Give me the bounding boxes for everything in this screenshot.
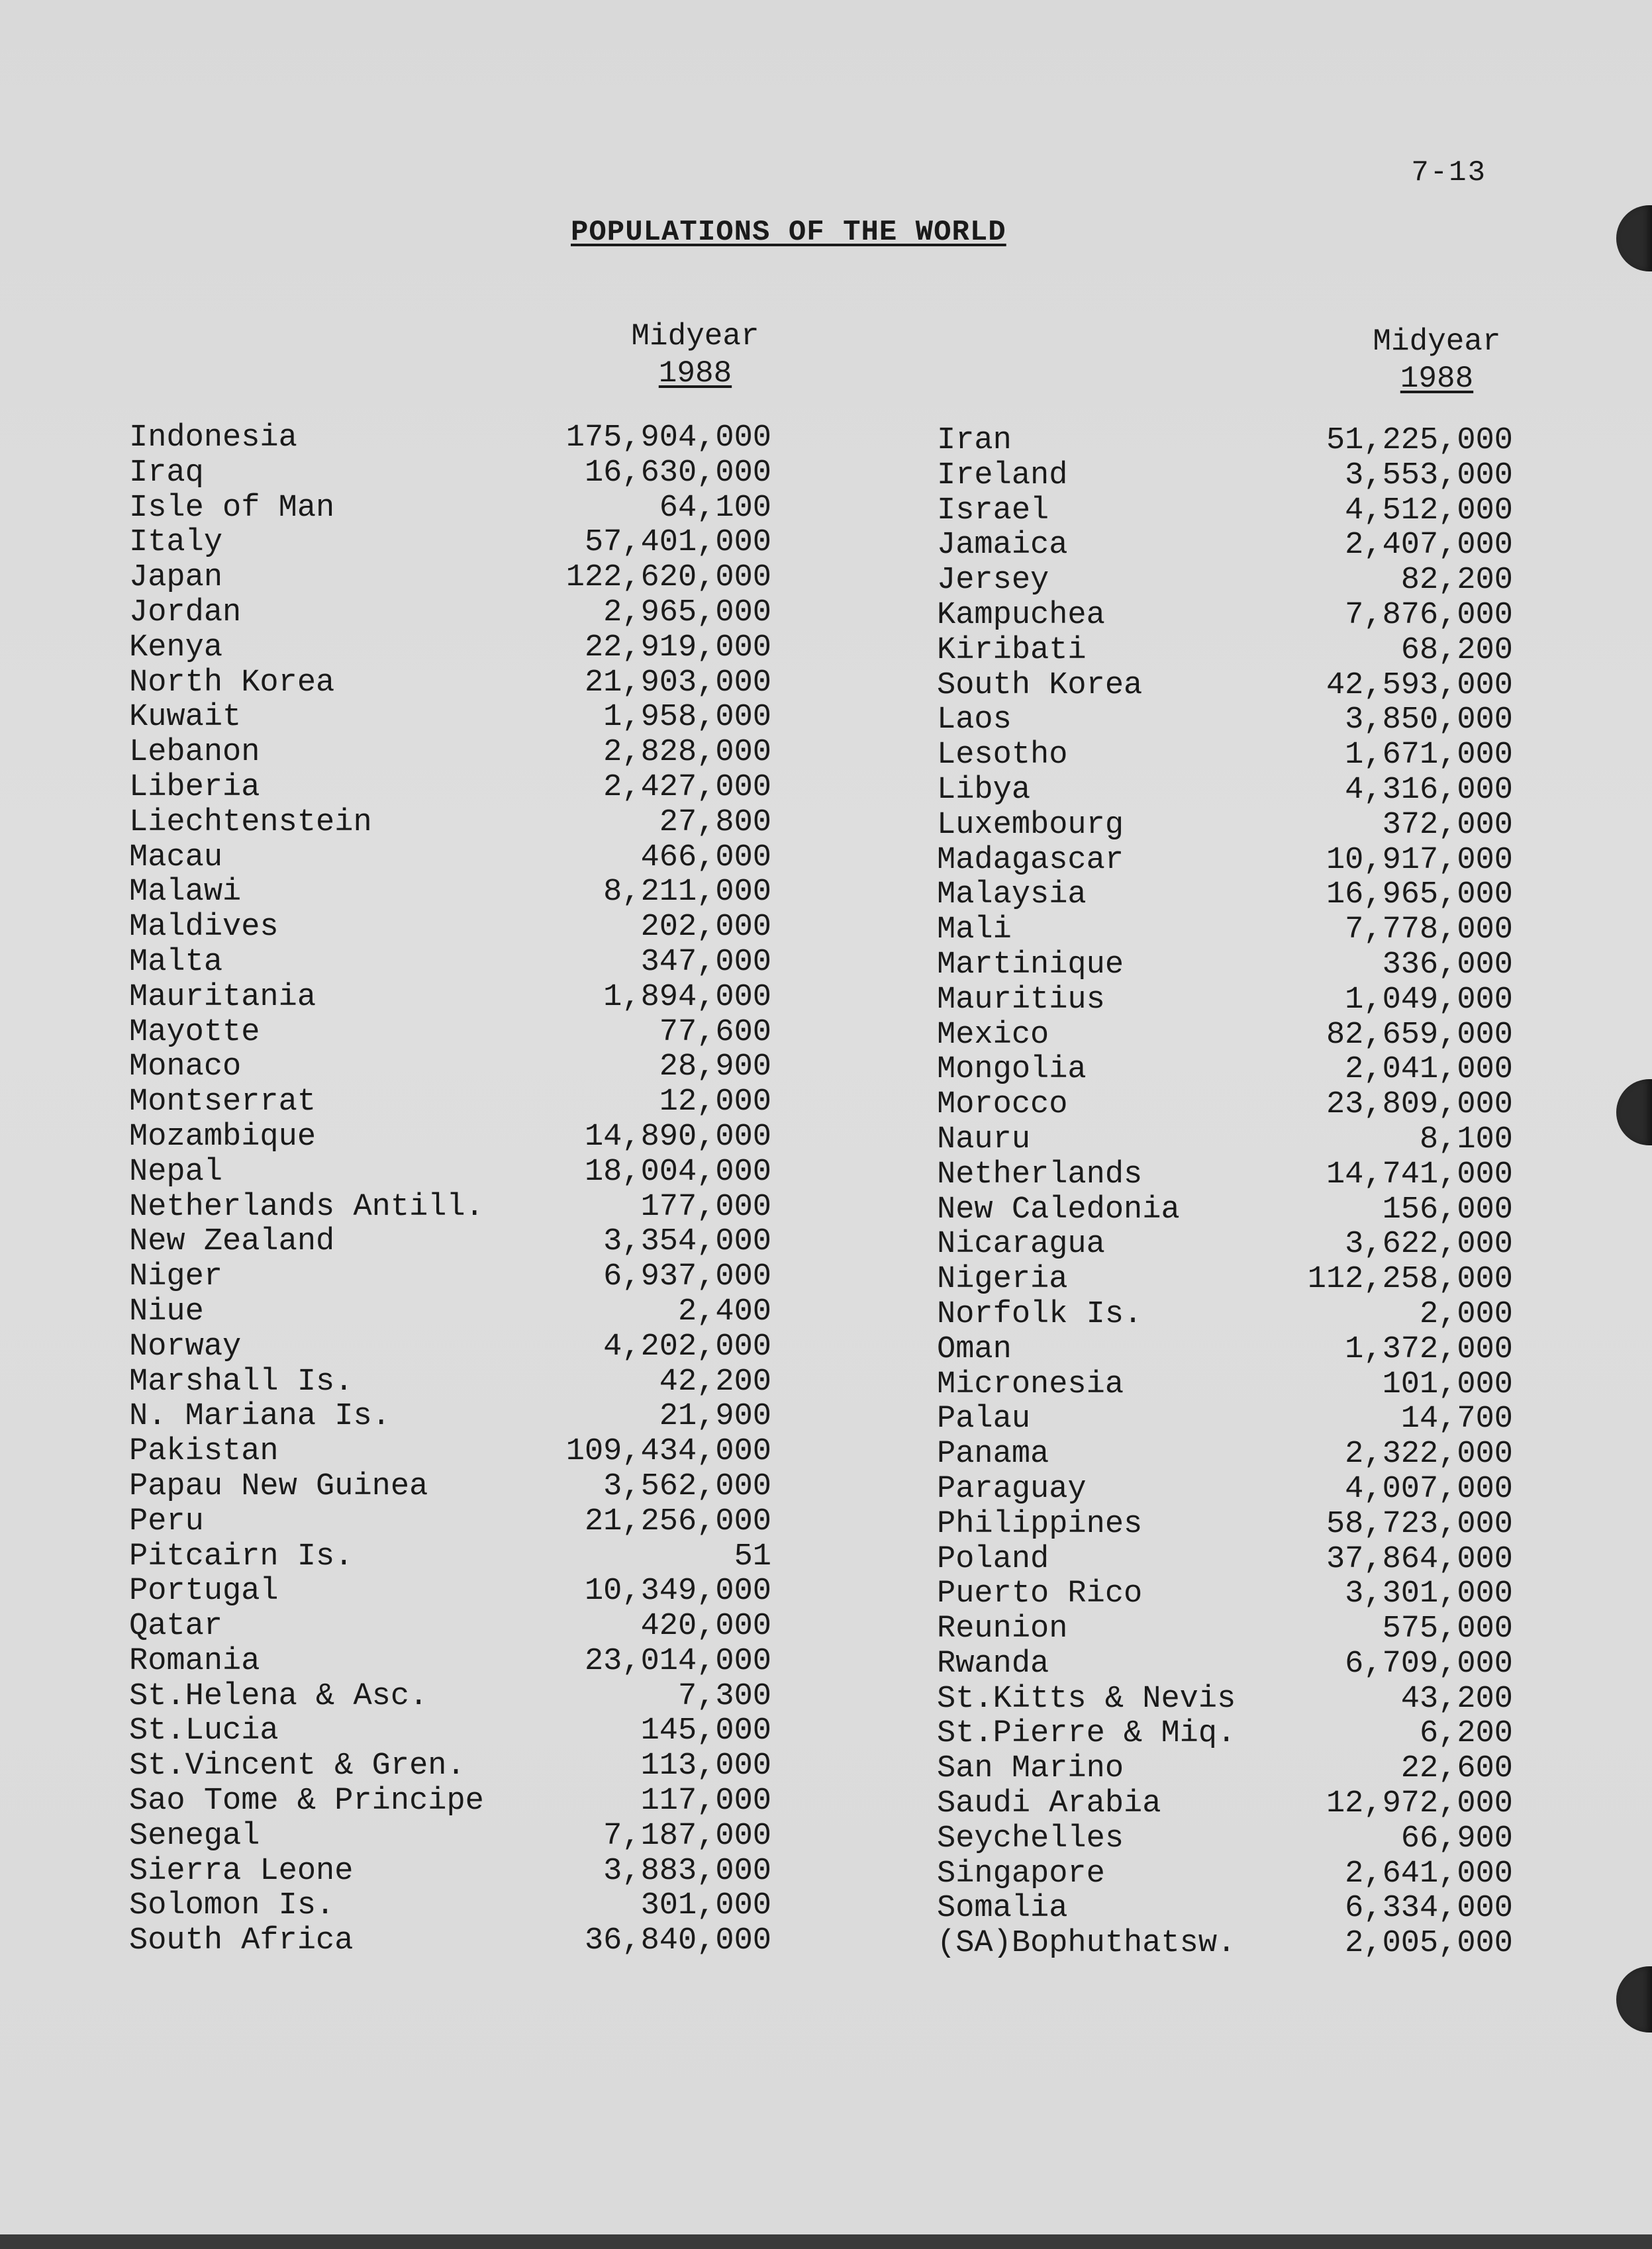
country-name: Liechtenstein <box>129 804 372 840</box>
table-row <box>937 1507 1513 1543</box>
table-row <box>937 563 1513 598</box>
country-name: Mongolia <box>937 1052 1087 1088</box>
table-row <box>129 1330 771 1365</box>
table-row <box>129 1889 771 1924</box>
population-value: 6,709,000 <box>1345 1646 1513 1682</box>
population-value: 18,004,000 <box>584 1154 771 1190</box>
country-name: Netherlands <box>937 1157 1143 1192</box>
table-row <box>937 634 1513 669</box>
table-row <box>129 945 771 981</box>
population-value: 156,000 <box>1382 1192 1513 1227</box>
table-row <box>129 491 771 526</box>
country-name: Morocco <box>937 1087 1068 1123</box>
country-name: Japan <box>129 560 223 596</box>
population-value: 51,225,000 <box>1326 423 1513 458</box>
country-name: Liberia <box>129 769 260 805</box>
population-value: 57,401,000 <box>584 525 771 561</box>
country-name: (SA)Bophuthatsw. <box>937 1926 1236 1962</box>
country-name: Oman <box>937 1331 1012 1367</box>
table-row <box>937 1053 1513 1088</box>
table-row <box>937 1437 1513 1472</box>
population-value: 113,000 <box>640 1748 771 1784</box>
population-value: 42,200 <box>659 1364 771 1400</box>
table-row <box>129 1155 771 1190</box>
country-name: Ireland <box>937 457 1068 493</box>
population-value: 2,427,000 <box>603 769 771 805</box>
table-row <box>129 700 771 736</box>
population-value: 10,349,000 <box>584 1574 771 1609</box>
population-value: 575,000 <box>1382 1611 1513 1647</box>
table-row <box>129 561 771 596</box>
table-row <box>129 1645 771 1680</box>
country-name: Seychelles <box>937 1821 1124 1856</box>
population-value: 1,671,000 <box>1345 738 1513 773</box>
country-name: St.Pierre & Miq. <box>937 1716 1236 1752</box>
population-value: 42,593,000 <box>1326 667 1513 703</box>
population-value: 12,972,000 <box>1326 1786 1513 1822</box>
population-value: 112,258,000 <box>1307 1262 1513 1298</box>
population-value: 2,407,000 <box>1345 528 1513 563</box>
table-row <box>129 1260 771 1295</box>
table-row <box>937 1647 1513 1682</box>
country-name: Saudi Arabia <box>937 1786 1161 1822</box>
population-value: 175,904,000 <box>565 420 771 455</box>
population-value: 336,000 <box>1382 947 1513 982</box>
population-value: 301,000 <box>640 1888 771 1924</box>
table-row <box>129 1435 771 1470</box>
table-row <box>937 1787 1513 1822</box>
country-name: St.Lucia <box>129 1713 279 1749</box>
population-value: 7,300 <box>677 1678 771 1714</box>
table-row <box>937 669 1513 704</box>
country-name: Lesotho <box>937 738 1068 773</box>
population-value: 3,301,000 <box>1345 1576 1513 1612</box>
country-name: Niger <box>129 1259 223 1295</box>
table-row <box>129 1295 771 1330</box>
table-row <box>129 1680 771 1715</box>
table-row <box>937 808 1513 843</box>
country-name: Norway <box>129 1329 242 1364</box>
country-name: Peru <box>129 1504 204 1539</box>
population-value: 109,434,000 <box>565 1434 771 1470</box>
population-value: 8,100 <box>1419 1122 1513 1157</box>
right-population-table <box>937 424 1513 1962</box>
table-row <box>129 1470 771 1505</box>
country-name: Isle of Man <box>129 490 335 526</box>
binder-hole-top <box>1616 205 1652 271</box>
country-name: Somalia <box>937 1891 1068 1927</box>
table-row <box>129 1050 771 1085</box>
country-name: San Marino <box>937 1751 1124 1787</box>
country-name: N. Mariana Is. <box>129 1399 391 1435</box>
right-header-line1: Midyear <box>1373 324 1501 359</box>
country-name: Romania <box>129 1643 260 1679</box>
population-value: 2,322,000 <box>1345 1437 1513 1472</box>
table-row <box>129 1924 771 1959</box>
population-value: 82,200 <box>1400 563 1513 598</box>
table-row <box>129 1365 771 1400</box>
table-row <box>129 456 771 491</box>
population-value: 2,965,000 <box>603 595 771 630</box>
table-row <box>129 875 771 910</box>
country-name: St.Vincent & Gren. <box>129 1748 465 1784</box>
scan-edge <box>0 2234 1652 2249</box>
population-value: 101,000 <box>1382 1366 1513 1402</box>
population-value: 3,562,000 <box>603 1468 771 1504</box>
table-row <box>937 1193 1513 1228</box>
population-value: 2,641,000 <box>1345 1856 1513 1891</box>
left-header-year: 1988 <box>658 356 732 391</box>
country-name: Mexico <box>937 1017 1049 1053</box>
table-row <box>937 1123 1513 1158</box>
population-value: 7,876,000 <box>1345 597 1513 633</box>
country-name: Niue <box>129 1294 204 1329</box>
country-name: Kampuchea <box>937 597 1105 633</box>
country-name: Singapore <box>937 1856 1105 1891</box>
table-row <box>937 983 1513 1018</box>
country-name: Mozambique <box>129 1119 316 1155</box>
table-row <box>937 1333 1513 1368</box>
table-row <box>937 843 1513 879</box>
table-row <box>129 1190 771 1225</box>
population-value: 3,850,000 <box>1345 702 1513 738</box>
table-row <box>937 1927 1513 1962</box>
population-value: 122,620,000 <box>565 560 771 596</box>
left-population-table <box>129 421 771 1959</box>
document-title: POPULATIONS OF THE WORLD <box>571 216 1006 249</box>
country-name: Reunion <box>937 1611 1068 1647</box>
country-name: Italy <box>129 525 223 561</box>
country-name: Indonesia <box>129 420 297 455</box>
page-number: 7-13 <box>1411 156 1486 189</box>
table-row <box>937 878 1513 913</box>
population-value: 3,354,000 <box>603 1224 771 1260</box>
country-name: Maldives <box>129 910 279 945</box>
population-value: 7,187,000 <box>603 1818 771 1854</box>
country-name: Macau <box>129 839 223 875</box>
table-row <box>129 1749 771 1784</box>
table-row <box>129 666 771 701</box>
population-value: 10,917,000 <box>1326 842 1513 878</box>
table-row <box>129 1120 771 1155</box>
table-row <box>937 424 1513 459</box>
country-name: Luxembourg <box>937 807 1124 843</box>
population-value: 51 <box>734 1539 771 1574</box>
table-row <box>937 1822 1513 1857</box>
country-name: Malaysia <box>937 877 1087 913</box>
country-name: Iraq <box>129 455 204 491</box>
country-name: Sao Tome & Principe <box>129 1784 484 1819</box>
country-name: Nauru <box>937 1122 1031 1157</box>
country-name: Paraguay <box>937 1471 1087 1507</box>
population-value: 12,000 <box>659 1084 771 1120</box>
country-name: Nicaragua <box>937 1227 1105 1263</box>
table-row <box>129 1225 771 1260</box>
population-value: 23,014,000 <box>584 1643 771 1679</box>
country-name: Monaco <box>129 1049 242 1085</box>
table-row <box>129 1016 771 1051</box>
country-name: Qatar <box>129 1609 223 1645</box>
table-row <box>129 596 771 631</box>
population-value: 14,741,000 <box>1326 1157 1513 1192</box>
table-row <box>129 1819 771 1854</box>
population-value: 202,000 <box>640 910 771 945</box>
table-row <box>937 913 1513 948</box>
table-row <box>129 421 771 456</box>
table-row <box>129 1085 771 1120</box>
population-value: 22,600 <box>1400 1751 1513 1787</box>
country-name: Malawi <box>129 875 242 910</box>
population-value: 66,900 <box>1400 1821 1513 1856</box>
population-value: 37,864,000 <box>1326 1541 1513 1577</box>
country-name: Mauritius <box>937 982 1105 1018</box>
country-name: Israel <box>937 493 1049 528</box>
population-value: 4,007,000 <box>1345 1471 1513 1507</box>
left-column-header <box>616 318 775 392</box>
country-name: Sierra Leone <box>129 1853 354 1889</box>
population-value: 77,600 <box>659 1014 771 1050</box>
country-name: Poland <box>937 1541 1049 1577</box>
population-value: 2,828,000 <box>603 735 771 771</box>
country-name: Kuwait <box>129 700 242 736</box>
population-value: 145,000 <box>640 1713 771 1749</box>
right-column-header <box>1357 323 1516 397</box>
table-row <box>937 948 1513 983</box>
table-row <box>129 1854 771 1890</box>
country-name: Puerto Rico <box>937 1576 1143 1612</box>
table-row <box>129 841 771 876</box>
country-name: Solomon Is. <box>129 1888 335 1924</box>
table-row <box>937 1543 1513 1578</box>
country-name: Kiribati <box>937 632 1087 668</box>
table-row <box>129 526 771 561</box>
binder-hole-middle <box>1616 1079 1652 1145</box>
population-value: 2,005,000 <box>1345 1926 1513 1962</box>
table-row <box>129 1609 771 1645</box>
table-row <box>129 771 771 806</box>
country-name: St.Helena & Asc. <box>129 1678 428 1714</box>
population-value: 177,000 <box>640 1189 771 1225</box>
binder-hole-bottom <box>1616 1966 1652 2033</box>
table-row <box>937 528 1513 563</box>
table-row <box>937 1612 1513 1647</box>
country-name: South Korea <box>937 667 1143 703</box>
right-header-year: 1988 <box>1400 361 1474 396</box>
country-name: St.Kitts & Nevis <box>937 1681 1236 1717</box>
table-row <box>129 1574 771 1609</box>
population-value: 4,512,000 <box>1345 493 1513 528</box>
country-name: Marshall Is. <box>129 1364 354 1400</box>
population-value: 1,372,000 <box>1345 1331 1513 1367</box>
population-value: 3,622,000 <box>1345 1227 1513 1263</box>
table-row <box>129 1714 771 1749</box>
country-name: Martinique <box>937 947 1124 982</box>
country-name: Jordan <box>129 595 242 630</box>
country-name: Lebanon <box>129 735 260 771</box>
left-header-line1: Midyear <box>631 319 759 354</box>
country-name: Senegal <box>129 1818 260 1854</box>
population-value: 43,200 <box>1400 1681 1513 1717</box>
table-row <box>129 1400 771 1435</box>
table-row <box>937 1682 1513 1717</box>
population-value: 16,630,000 <box>584 455 771 491</box>
country-name: Mauritania <box>129 979 316 1015</box>
table-row <box>937 1717 1513 1752</box>
table-row <box>937 1891 1513 1927</box>
population-value: 2,000 <box>1419 1296 1513 1332</box>
population-value: 8,211,000 <box>603 875 771 910</box>
population-value: 64,100 <box>659 490 771 526</box>
country-name: Jersey <box>937 563 1049 598</box>
population-value: 3,553,000 <box>1345 457 1513 493</box>
country-name: Nepal <box>129 1154 223 1190</box>
country-name: Libya <box>937 772 1031 808</box>
country-name: Rwanda <box>937 1646 1049 1682</box>
population-value: 36,840,000 <box>584 1923 771 1959</box>
country-name: South Africa <box>129 1923 354 1959</box>
table-row <box>937 773 1513 808</box>
population-value: 6,334,000 <box>1345 1891 1513 1927</box>
population-value: 22,919,000 <box>584 630 771 665</box>
country-name: Mali <box>937 912 1012 948</box>
population-value: 14,890,000 <box>584 1119 771 1155</box>
population-value: 3,883,000 <box>603 1853 771 1889</box>
population-value: 6,200 <box>1419 1716 1513 1752</box>
population-value: 28,900 <box>659 1049 771 1085</box>
country-name: Palau <box>937 1402 1031 1437</box>
population-value: 16,965,000 <box>1326 877 1513 913</box>
country-name: New Caledonia <box>937 1192 1180 1227</box>
table-row <box>129 1784 771 1819</box>
country-name: Philippines <box>937 1506 1143 1542</box>
table-row <box>937 703 1513 738</box>
table-row <box>129 1540 771 1575</box>
population-value: 117,000 <box>640 1784 771 1819</box>
table-row <box>937 1857 1513 1892</box>
population-value: 2,041,000 <box>1345 1052 1513 1088</box>
country-name: Pakistan <box>129 1434 279 1470</box>
population-value: 21,903,000 <box>584 665 771 700</box>
country-name: Nigeria <box>937 1262 1068 1298</box>
table-row <box>129 736 771 771</box>
population-value: 1,049,000 <box>1345 982 1513 1018</box>
table-row <box>937 1158 1513 1193</box>
population-value: 23,809,000 <box>1326 1087 1513 1123</box>
population-value: 21,900 <box>659 1399 771 1435</box>
table-row <box>937 1227 1513 1263</box>
country-name: Papau New Guinea <box>129 1468 428 1504</box>
population-value: 27,800 <box>659 804 771 840</box>
country-name: Madagascar <box>937 842 1124 878</box>
population-value: 68,200 <box>1400 632 1513 668</box>
population-value: 466,000 <box>640 839 771 875</box>
table-row <box>937 1018 1513 1053</box>
population-value: 420,000 <box>640 1609 771 1645</box>
population-value: 21,256,000 <box>584 1504 771 1539</box>
country-name: Jamaica <box>937 528 1068 563</box>
table-row <box>937 1752 1513 1787</box>
table-row <box>129 631 771 666</box>
country-name: Netherlands Antill. <box>129 1189 484 1225</box>
country-name: Kenya <box>129 630 223 665</box>
country-name: Micronesia <box>937 1366 1124 1402</box>
population-value: 7,778,000 <box>1345 912 1513 948</box>
country-name: Iran <box>937 423 1012 458</box>
table-row <box>937 1088 1513 1123</box>
table-row <box>937 1263 1513 1298</box>
country-name: Montserrat <box>129 1084 316 1120</box>
population-value: 347,000 <box>640 944 771 980</box>
table-row <box>129 1505 771 1540</box>
table-row <box>129 910 771 945</box>
population-value: 1,958,000 <box>603 700 771 736</box>
country-name: Laos <box>937 702 1012 738</box>
table-row <box>937 1577 1513 1612</box>
population-value: 2,400 <box>677 1294 771 1329</box>
country-name: Portugal <box>129 1574 279 1609</box>
table-row <box>129 806 771 841</box>
table-row <box>937 1368 1513 1403</box>
table-row <box>937 598 1513 634</box>
table-row <box>937 459 1513 494</box>
population-value: 6,937,000 <box>603 1259 771 1295</box>
population-value: 372,000 <box>1382 807 1513 843</box>
table-row <box>937 494 1513 529</box>
table-row <box>937 1402 1513 1437</box>
population-value: 58,723,000 <box>1326 1506 1513 1542</box>
country-name: North Korea <box>129 665 335 700</box>
population-value: 1,894,000 <box>603 979 771 1015</box>
country-name: Panama <box>937 1437 1049 1472</box>
population-value: 4,202,000 <box>603 1329 771 1364</box>
country-name: Norfolk Is. <box>937 1296 1143 1332</box>
table-row <box>937 738 1513 773</box>
population-value: 4,316,000 <box>1345 772 1513 808</box>
table-row <box>937 1298 1513 1333</box>
country-name: Pitcairn Is. <box>129 1539 354 1574</box>
population-value: 14,700 <box>1400 1402 1513 1437</box>
population-value: 82,659,000 <box>1326 1017 1513 1053</box>
table-row <box>937 1472 1513 1507</box>
country-name: Mayotte <box>129 1014 260 1050</box>
table-row <box>129 981 771 1016</box>
country-name: New Zealand <box>129 1224 335 1260</box>
country-name: Malta <box>129 944 223 980</box>
